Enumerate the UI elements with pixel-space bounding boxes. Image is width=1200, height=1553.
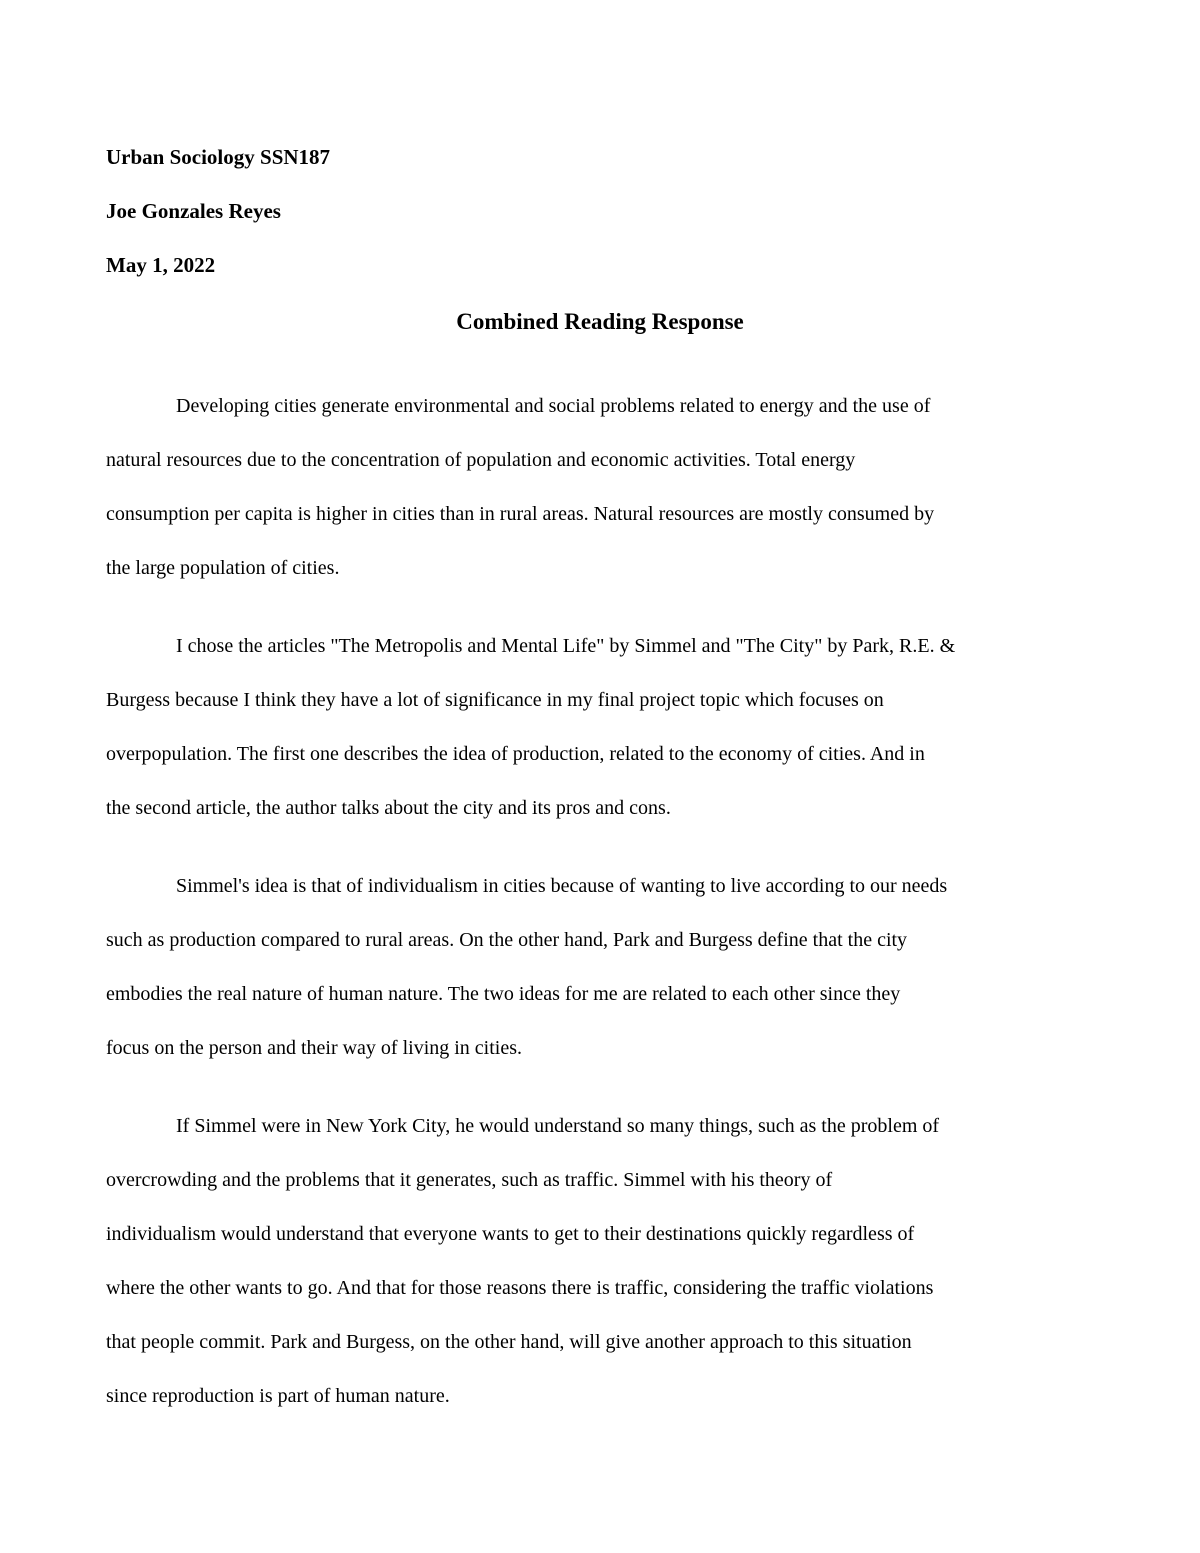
paragraph-line: I chose the articles "The Metropolis and Mental Life" by Simmel and "The City" by Park, R.E. & — [176, 635, 956, 657]
paragraph-line: individualism would understand that everyone wants to get to their destinations quickly regardless of — [106, 1223, 915, 1245]
paragraph-line: where the other wants to go. And that for those reasons there is traffic, considering the traffic violations — [106, 1277, 934, 1299]
paragraph-line: Simmel's idea is that of individualism in cities because of wanting to live according to our needs — [176, 875, 948, 897]
document-date: May 1, 2022 — [106, 253, 216, 277]
paragraph-line: natural resources due to the concentration of population and economic activities. Total energy — [106, 449, 856, 471]
paragraph-line: such as production compared to rural areas. On the other hand, Park and Burgess define that the city — [106, 929, 908, 951]
paragraph-line: If Simmel were in New York City, he would understand so many things, such as the problem of — [176, 1115, 940, 1137]
paragraph-line: focus on the person and their way of living in cities. — [106, 1037, 523, 1059]
paragraph-line: Developing cities generate environmental and social problems related to energy and the use of — [176, 395, 931, 417]
paragraph-line: Burgess because I think they have a lot of significance in my final project topic which focuses on — [106, 689, 884, 711]
paragraph-line: embodies the real nature of human nature. The two ideas for me are related to each other since they — [106, 983, 901, 1005]
document-title: Combined Reading Response — [456, 309, 744, 334]
paragraph-line: consumption per capita is higher in cities than in rural areas. Natural resources are mostly consumed by — [106, 503, 935, 525]
paragraph-line: overpopulation. The first one describes the idea of production, related to the economy of cities. And in — [106, 743, 925, 765]
paragraph-line: the second article, the author talks about the city and its pros and cons. — [106, 797, 671, 819]
author-name: Joe Gonzales Reyes — [106, 199, 281, 223]
paragraph-line: the large population of cities. — [106, 557, 340, 579]
paragraph-line: that people commit. Park and Burgess, on the other hand, will give another approach to this situation — [106, 1331, 912, 1353]
course-name: Urban Sociology SSN187 — [106, 145, 331, 169]
paragraph-line: since reproduction is part of human nature. — [106, 1385, 450, 1407]
paragraph-line: overcrowding and the problems that it generates, such as traffic. Simmel with his theory of — [106, 1169, 833, 1191]
